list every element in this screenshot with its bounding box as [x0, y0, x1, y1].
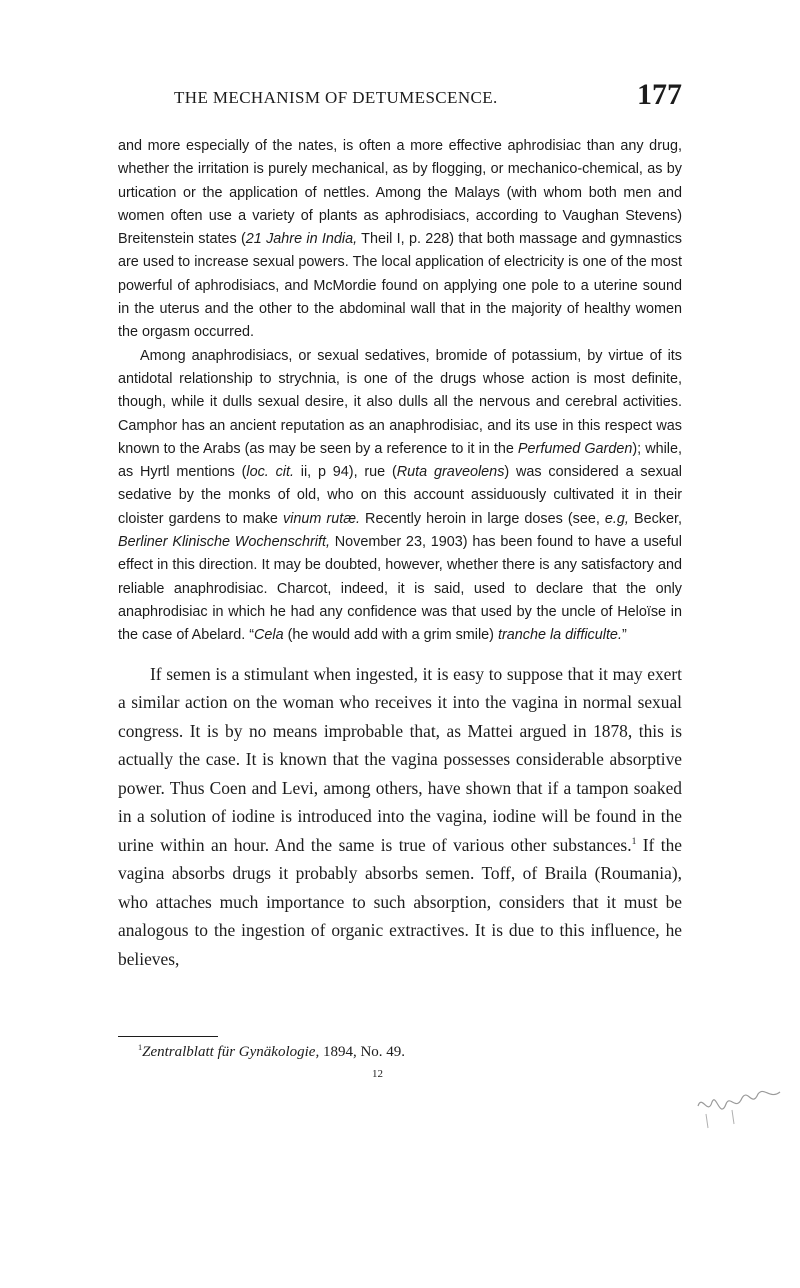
- page-number: 177: [637, 78, 682, 111]
- paragraph-semen-absorption: [118, 660, 682, 974]
- footnote: [118, 1042, 682, 1062]
- footnote-ref: 1: [138, 1043, 143, 1052]
- page-body: [118, 135, 682, 973]
- text-run: Theil I, p. 228) that both massage and gymnastics are used to increase sexual powers. The local application of electricity is one of the most powerful of aphrodisiacs, and McMordie found on applying one pole to a uterine sound in the uterus and the other to the abdominal wall that in the majority of healthy women the orgasm occurred.: [118, 231, 682, 341]
- main-text-section: [118, 660, 682, 974]
- text-run: (he would add with a grim smile): [283, 627, 498, 644]
- text-run: ii, p 94), rue (: [293, 464, 397, 481]
- italic-text: Perfumed Garden: [517, 440, 633, 457]
- italic-text: tranche la difficulte.: [497, 627, 622, 644]
- footnote-rule: [118, 1036, 218, 1037]
- italic-text: loc. cit.: [246, 464, 294, 481]
- text-run: and more especially of the nates, is often a more effective aphrodisiac than any drug, whether the irritation is purely mechanical, as by flogging, or mechanico-chemical, as by urtication or the application of nettles. Among the Malays (with whom both men and women often use a variety of plants as aphrodisiacs, according to Vaughan Stevens) Breitenstein states (: [118, 138, 682, 248]
- italic-text: vinum rutæ.: [282, 510, 360, 527]
- italic-text: Berliner Klinische Wochenschrift,: [118, 534, 330, 551]
- signature-mark: 12: [372, 1068, 383, 1080]
- text-run: Among anaphrodisiacs, or sexual sedatives, bromide of potassium, by virtue of its antidotal relationship to strychnia, is one of the drugs whose action is most definite, though, while it dulls sexual desire, it also dulls all the nervous and cerebral activities. Camphor has an ancient reputation as an anaphrodisiac, and its use in this respect was known to the Arabs (as may be seen by a reference to it in the: [118, 347, 682, 457]
- running-head: THE MECHANISM OF DETUMESCENCE.: [174, 88, 498, 107]
- italic-text: 21 Jahre in India,: [245, 231, 358, 248]
- paragraph-anaphrodisiacs: [118, 345, 682, 648]
- small-print-section: [118, 135, 682, 648]
- text-run: Recently heroin in large doses (see,: [360, 510, 605, 527]
- text-run: ); while, as Hyrtl mentions (: [118, 440, 682, 481]
- footnote-ref: 1: [631, 835, 637, 847]
- pencil-scribble-mark: [692, 1064, 786, 1144]
- text-run: November 23, 1903) has been found to have a useful effect in this direction. It may be doubted, however, whether there is any satisfactory and reliable anaphrodisiac. Charcot, indeed, it is said, used to declare that the only anaphrodisiac in which he had any confidence was that used by the uncle of Heloïse in the case of Abelard. “: [118, 534, 682, 644]
- text-run: ”: [621, 627, 627, 644]
- page-header: [118, 78, 682, 122]
- italic-text: Zentralblatt für Gynäkologie,: [142, 1044, 320, 1060]
- italic-text: e.g,: [604, 510, 629, 527]
- text-run: Becker,: [628, 510, 682, 527]
- paragraph-aphrodisiacs: [118, 135, 682, 345]
- text-run: If semen is a stimulant when ingested, it is easy to suppose that it may exert a similar action on the woman who receives it into the vagina in normal sexual congress. It is by no means improbable that, as Mattei argued in 1878, this is actually the case. It is known that the vagina possesses considerable absorptive power. Thus Coen and Levi, among others, have shown that if a tampon soaked in a solution of iodine is introduced into the vagina, iodine will be found in the urine within an hour. And the same is true of various other substances.: [118, 663, 682, 855]
- italic-text: Cela: [254, 627, 284, 644]
- text-run: If the vagina absorbs drugs it probably absorbs semen. Toff, of Braila (Roumania), who attaches much importance to such absorption, considers that it must be analogous to the ingestion of organic extractives. It is due to this influence, he believes,: [118, 834, 682, 969]
- text-run: 1894, No. 49.: [319, 1044, 406, 1060]
- text-run: ) was considered a sexual sedative by the monks of old, who on this account assiduously cultivated it in their cloister gardens to make: [118, 464, 682, 527]
- italic-text: Ruta graveolens: [396, 464, 505, 481]
